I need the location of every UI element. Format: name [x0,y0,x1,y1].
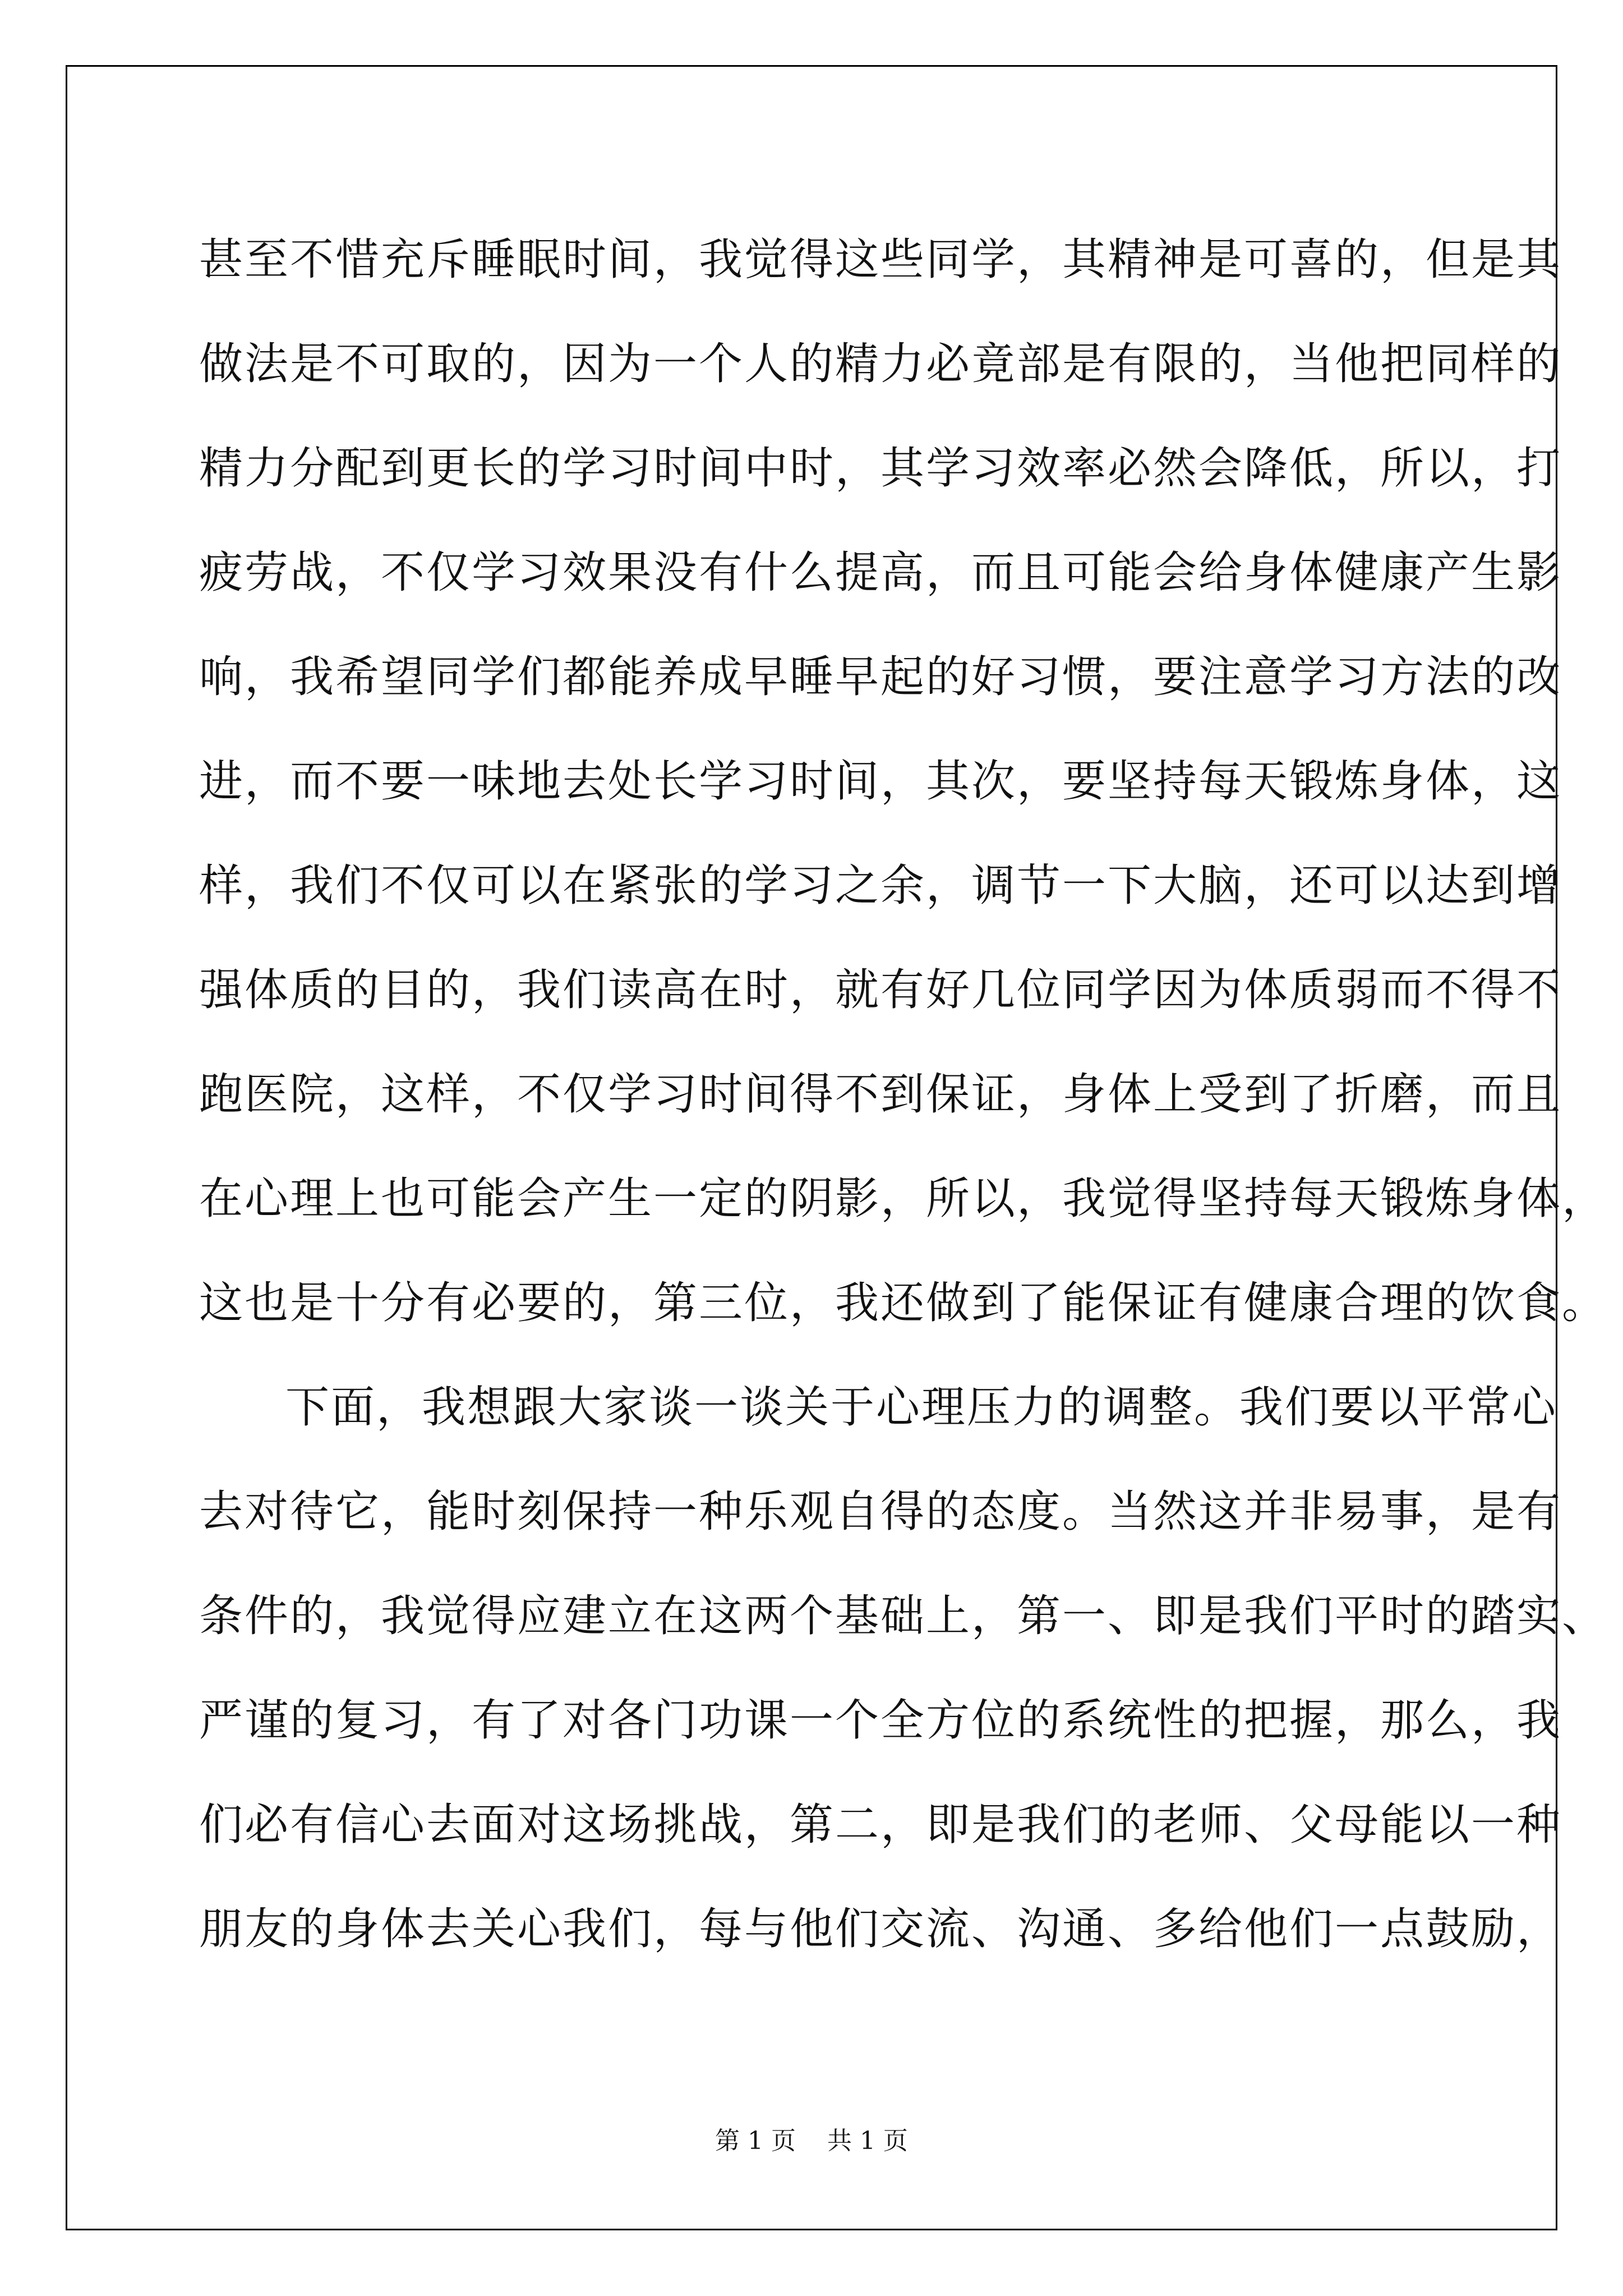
text-line: 条件的，我觉得应建立在这两个基础上，第一、即是我们平时的踏实、 [199,1591,1608,1641]
document-body [199,208,1608,1981]
page-number-footer: 第 1 页 共 1 页 [715,2127,908,2155]
paragraph-start-line: 下面，我想跟大家谈一谈关于心理压力的调整。我们要以平常心 [285,1382,1558,1433]
text-line: 这也是十分有必要的，第三位，我还做到了能保证有健康合理的饮食。 [199,1278,1608,1328]
text-line: 样，我们不仅可以在紧张的学习之余，调节一下大脑，还可以达到增 [199,861,1562,911]
text-line: 在心理上也可能会产生一定的阴影，所以，我觉得坚持每天锻炼身体， [199,1174,1608,1224]
text-line: 强体质的目的，我们读高在时，就有好几位同学因为体质弱而不得不 [199,965,1562,1015]
text-line: 疲劳战，不仅学习效果没有什么提高，而且可能会给身体健康产生影 [199,547,1562,598]
text-line: 们必有信心去面对这场挑战，第二，即是我们的老师、父母能以一种 [199,1800,1562,1850]
text-line: 严谨的复习，有了对各门功课一个全方位的系统性的把握，那么，我 [199,1695,1562,1746]
text-line: 甚至不惜充斥睡眠时间，我觉得这些同学，其精神是可喜的，但是其 [199,234,1562,285]
text-line: 去对待它，能时刻保持一种乐观自得的态度。当然这并非易事，是有 [199,1487,1562,1537]
text-line: 响，我希望同学们都能养成早睡早起的好习惯，要注意学习方法的改 [199,652,1562,702]
text-line: 跑医院，这样，不仅学习时间得不到保证，身体上受到了折磨，而且 [199,1069,1562,1120]
text-line: 进，而不要一味地去处长学习时间，其次，要坚持每天锻炼身体，这 [199,756,1562,807]
text-line: 做法是不可取的，因为一个人的精力必竟部是有限的，当他把同样的 [199,339,1562,389]
text-line: 精力分配到更长的学习时间中时，其学习效率必然会降低，所以，打 [199,443,1562,494]
text-line: 朋友的身体去关心我们，每与他们交流、沟通、多给他们一点鼓励， [199,1904,1562,1954]
